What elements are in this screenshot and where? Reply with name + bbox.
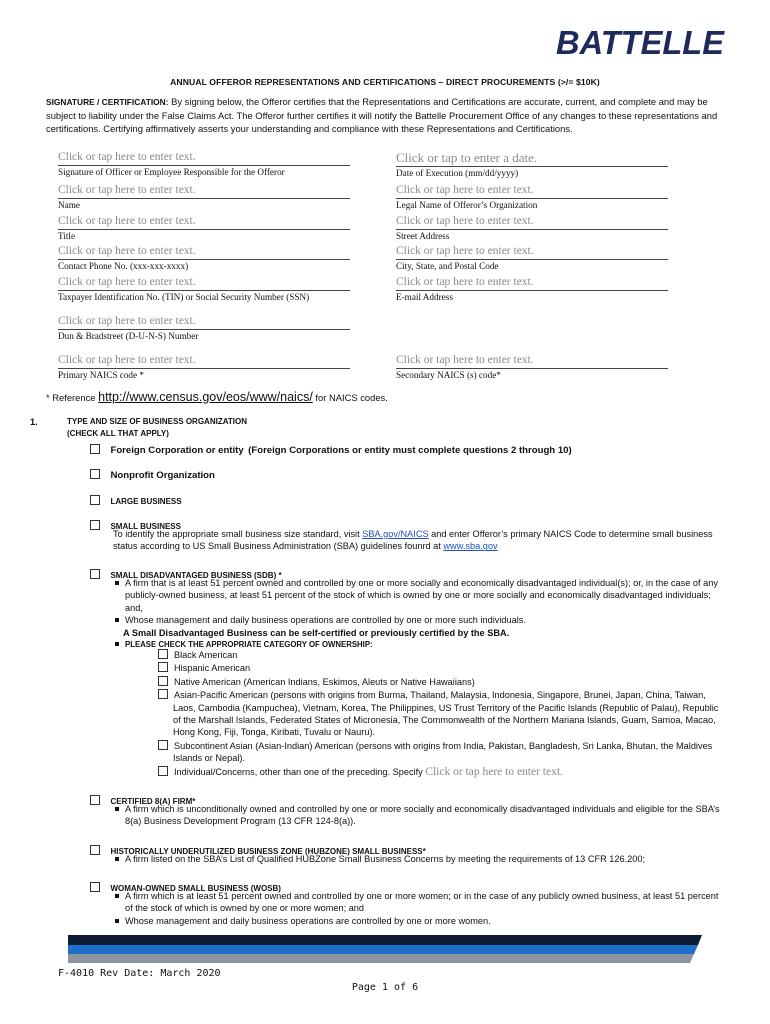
large-business-checkbox[interactable] <box>90 495 100 505</box>
signature-input[interactable]: Click or tap here to enter text. <box>58 151 196 163</box>
duns-field <box>58 314 350 342</box>
signature-text: By signing below, the Offeror certifies that the Representations and Certifications are accurate, current, and complete and may be subject to liability under the False Claims Act. The Offeror further certifies it will notify the Battelle Procurement Office of any changes to these representations and certifications. Certifying affirmatively asserts your understanding and compliance with these Representations and Certifications. <box>46 96 718 134</box>
hubzone-bullet-1: A firm listed on the SBA’s List of Qualified HUBZone Small Business Concerns by meeting the requirements of 13 CFR 126.200; <box>113 853 727 865</box>
naics-primary-caption: Primary NAICS code * <box>58 370 144 380</box>
tin-caption: Taxpayer Identification No. (TIN) or Social Security Number (SSN) <box>58 292 310 302</box>
ownership-checkbox[interactable] <box>158 662 168 672</box>
ownership-item[interactable]: Asian-Pacific American (persons with origins from Burma, Thailand, Malaysia, Indonesia, Singapore, Brunei, Japan, China, Taiwan, Laos, Cambodia (Kampuchea), Vietnam, Korea, The Philippines, US Trust Territory of the Pacific Islands (Republic of Palau), Republic of the Marshall Islands, Federated States of Micronesia, The Commonwealth of the Northern Mariana Islands, Guam, Samoa, Macao, Hong Kong, Fiji, Tonga, Kiribati, Tuvalu or Nauru). <box>158 689 728 739</box>
ownership-checkbox[interactable] <box>158 649 168 659</box>
footer-stripes <box>60 935 710 965</box>
email-field <box>396 275 668 303</box>
battelle-logo <box>556 24 726 62</box>
foreign-checkbox[interactable] <box>90 444 100 454</box>
naics-reference <box>46 390 388 404</box>
phone-caption: Contact Phone No. (xxx-xxx-xxxx) <box>58 261 189 271</box>
date-caption: Date of Execution (mm/dd/yyyy) <box>396 168 519 178</box>
ownership-item[interactable]: Black American <box>158 649 728 661</box>
wosb-label: WOMAN-OWNED SMALL BUSINESS (WOSB) <box>110 884 281 893</box>
ownership-item[interactable]: Hispanic American <box>158 662 728 674</box>
sdb-bullets <box>113 577 727 651</box>
street-caption: Street Address <box>396 231 450 241</box>
date-field <box>396 151 668 179</box>
sba-gov-link[interactable]: www.sba.gov <box>443 541 498 552</box>
svg-text:BATTELLE: BATTELLE <box>556 24 725 61</box>
wosb-checkbox[interactable] <box>90 882 100 892</box>
hubzone-label: HISTORICALLY UNDERUTILIZED BUSINESS ZONE (HUBZONE) SMALL BUSINESS* <box>110 847 426 856</box>
signature-caption: Signature of Officer or Employee Responsible for the Offeror <box>58 167 285 177</box>
wosb-bullets <box>113 890 727 927</box>
sba-naics-link[interactable]: SBA.gov/NAICS <box>362 529 429 539</box>
ownership-checkbox[interactable] <box>158 676 168 686</box>
ownership-checkbox[interactable] <box>158 740 168 750</box>
form-revision: F-4010 Rev Date: March 2020 <box>58 968 221 979</box>
section-1-heading: TYPE AND SIZE OF BUSINESS ORGANIZATION (CHECK ALL THAT APPLY) <box>67 417 248 439</box>
foreign-option[interactable] <box>90 440 572 458</box>
duns-input[interactable]: Click or tap here to enter text. <box>58 315 196 327</box>
naics-primary-field <box>58 353 350 381</box>
reference-prefix: * Reference <box>46 392 96 403</box>
foreign-note: (Foreign Corporations or entity must complete questions 2 through 10) <box>248 445 572 456</box>
page-number: Page 1 of 6 <box>351 982 419 993</box>
signature-field <box>58 150 350 178</box>
small-business-label: SMALL BUSINESS <box>110 522 181 531</box>
city-input[interactable]: Click or tap here to enter text. <box>396 245 534 257</box>
sdb-certification: A Small Disadvantaged Business can be self-certified or previously certified by the SBA. <box>123 627 510 638</box>
sdb-bullet-1: A firm that is at least 51 percent owned and controlled by one or more socially and economically disadvantaged individual(s); or, in the case of any publicly-owned business, at least 51 percent of the stock of which is owned by one or more socially and economically disadvantaged individuals; and, <box>113 577 727 614</box>
document-title: ANNUAL OFFEROR REPRESENTATIONS AND CERTIFICATIONS – DIRECT PROCUREMENTS (>/= $10K) <box>170 77 600 87</box>
ownership-checkbox[interactable] <box>158 766 168 776</box>
small-business-checkbox[interactable] <box>90 520 100 530</box>
email-caption: E-mail Address <box>396 292 453 302</box>
signature-label: SIGNATURE / CERTIFICATION: <box>46 97 169 107</box>
naics-secondary-caption: Secondary NAICS (s) code* <box>396 370 501 380</box>
city-caption: City, State, and Postal Code <box>396 261 499 271</box>
naics-primary-input[interactable]: Click or tap here to enter text. <box>58 354 196 366</box>
signature-certification <box>46 95 722 135</box>
name-input[interactable]: Click or tap here to enter text. <box>58 184 196 196</box>
name-field <box>58 183 350 211</box>
large-business-label: LARGE BUSINESS <box>110 497 182 506</box>
title-field <box>58 214 350 242</box>
title-input[interactable]: Click or tap here to enter text. <box>58 215 196 227</box>
name-caption: Name <box>58 200 80 210</box>
street-field <box>396 214 668 242</box>
wosb-bullet-2: Whose management and daily business operations are controlled by one or more women. <box>113 915 727 927</box>
legal-name-field <box>396 183 668 211</box>
title-caption: Title <box>58 231 76 241</box>
large-business-option[interactable] <box>90 491 182 509</box>
ownership-checkbox[interactable] <box>158 689 168 699</box>
nonprofit-checkbox[interactable] <box>90 469 100 479</box>
tin-field <box>58 275 350 303</box>
8a-bullet-1: A firm which is unconditionally owned and controlled by one or more socially and economically disadvantaged individuals and eligible for the SBA’s 8(a) Business Development Program (13 CFR 124-8(a)). <box>113 803 727 828</box>
ownership-list <box>158 649 728 778</box>
sdb-label: SMALL DISADVANTAGED BUSINESS (SDB) * <box>110 571 282 580</box>
small-business-text: To identify the appropriate small business size standard, visit SBA.gov/NAICS and enter Offeror’s primary NAICS Code to determine small business status according to US Small Business Administration (SBA) guidelines founrd at www.sba.gov <box>113 529 713 552</box>
email-input[interactable]: Click or tap here to enter text. <box>396 276 534 288</box>
specify-input[interactable]: Click or tap here to enter text. <box>425 765 563 778</box>
ownership-item[interactable]: Subcontinent Asian (Asian-Indian) American (persons with origins from India, Pakistan, Bangladesh, Sri Lanka, Bhutan, the Maldives Islands or Nepal). <box>158 740 728 765</box>
nonprofit-label: Nonprofit Organization <box>110 470 215 481</box>
sdb-checkbox[interactable] <box>90 569 100 579</box>
sdb-check-heading: PLEASE CHECK THE APPROPRIATE CATEGORY OF OWNERSHIP: <box>113 639 727 651</box>
hubzone-bullets <box>113 853 727 865</box>
phone-field <box>58 244 350 272</box>
census-naics-link[interactable]: http://www.census.gov/eos/www/naics/ <box>98 390 313 404</box>
naics-secondary-field <box>396 353 668 381</box>
phone-input[interactable]: Click or tap here to enter text. <box>58 245 196 257</box>
naics-secondary-input[interactable]: Click or tap here to enter text. <box>396 354 534 366</box>
reference-suffix: for NAICS codes. <box>315 392 388 403</box>
wosb-bullet-1: A firm which is at least 51 percent owned and controlled by one or more women; or in the case of any publicly owned business, at least 51 percent of the stock of which is owned by one or more women; and <box>113 890 727 915</box>
8a-firm-bullets <box>113 803 727 828</box>
hubzone-checkbox[interactable] <box>90 845 100 855</box>
date-input[interactable]: Click or tap to enter a date. <box>396 150 538 165</box>
ownership-item[interactable]: Individual/Concerns, other than one of the preceding. Specify Click or tap here to enter text. <box>158 766 728 778</box>
duns-caption: Dun & Bradstreet (D-U-N-S) Number <box>58 331 199 341</box>
8a-firm-checkbox[interactable] <box>90 795 100 805</box>
section-1-number: 1. <box>30 417 38 427</box>
8a-firm-label: CERTIFIED 8(A) FIRM* <box>110 797 196 806</box>
ownership-item[interactable]: Native American (American Indians, Eskimos, Aleuts or Native Hawaiians) <box>158 676 728 688</box>
tin-input[interactable]: Click or tap here to enter text. <box>58 276 196 288</box>
nonprofit-option[interactable] <box>90 465 215 483</box>
foreign-label: Foreign Corporation or entity <box>110 445 244 456</box>
sdb-bullet-2: Whose management and daily business operations are controlled by one or more such individuals. <box>113 614 727 626</box>
street-input[interactable]: Click or tap here to enter text. <box>396 215 534 227</box>
legal-name-input[interactable]: Click or tap here to enter text. <box>396 184 534 196</box>
legal-name-caption: Legal Name of Offeror’s Organization <box>396 200 538 210</box>
city-field <box>396 244 668 272</box>
